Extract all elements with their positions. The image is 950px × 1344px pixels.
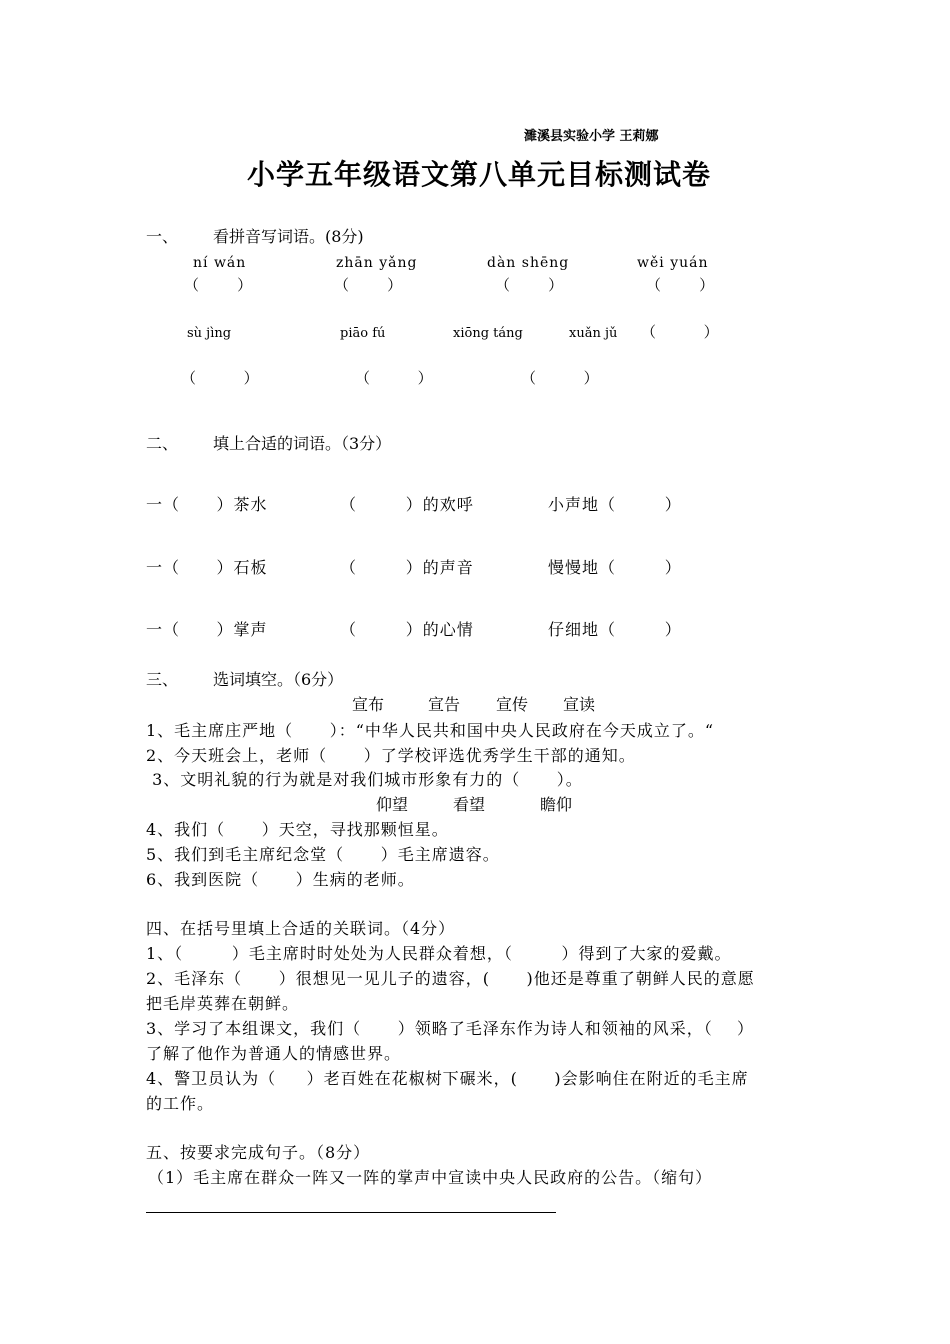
word-option: 宣布 — [352, 695, 385, 714]
question-line: 4、警卫员认为（ ）老百姓在花椒树下碾米，( )会影响住在附近的毛主席 — [146, 1069, 749, 1088]
answer-bracket[interactable]: （ ） — [184, 276, 253, 294]
pinyin-item: wěi yuán — [637, 255, 709, 271]
question-line: 的工作。 — [146, 1094, 215, 1113]
fill-item[interactable]: 一（ ）石板 — [146, 558, 268, 577]
page-title: 小学五年级语文第八单元目标测试卷 — [247, 158, 712, 191]
answer-bracket[interactable]: （ ） — [495, 276, 564, 294]
answer-bracket[interactable]: （ ） — [646, 276, 715, 294]
pinyin-item: sù jìng — [187, 326, 232, 341]
answer-bracket[interactable]: （ ） — [521, 369, 599, 387]
pinyin-item: piāo fú — [340, 326, 386, 341]
question-line: 1、毛主席庄严地（ ）：“中华人民共和国中央人民政府在今天成立了。“ — [146, 721, 715, 740]
fill-item[interactable]: 仔细地（ ） — [548, 620, 682, 639]
question-line: 2、毛泽东（ ）很想见一见儿子的遗容，( )他还是尊重了朝鲜人民的意愿 — [146, 969, 755, 988]
author-line: 濉溪县实验小学 王莉娜 — [524, 129, 659, 144]
word-option: 看望 — [453, 795, 486, 814]
fill-item[interactable]: （ ）的心情 — [340, 620, 474, 639]
fill-item[interactable]: 慢慢地（ ） — [548, 558, 682, 577]
fill-item[interactable]: 一（ ）茶水 — [146, 495, 268, 514]
pinyin-item: zhān yǎng — [336, 255, 418, 271]
question-line: 了解了他作为普通人的情感世界。 — [146, 1044, 402, 1063]
section1-heading: 看拼音写词语。(8分) — [213, 227, 364, 246]
question-line: 4、我们（ ）天空，寻找那颗恒星。 — [146, 820, 449, 839]
fill-item[interactable]: （ ）的声音 — [340, 558, 474, 577]
section2-heading: 填上合适的词语。（3分） — [213, 434, 392, 453]
word-option: 仰望 — [376, 795, 409, 814]
question-line: 3、学习了本组课文，我们（ ）领略了毛泽东作为诗人和领袖的风采，（ ） — [146, 1019, 755, 1038]
answer-bracket[interactable]: （ ） — [334, 276, 403, 294]
pinyin-item: ní wán — [193, 255, 247, 271]
question-line: 1、（ ）毛主席时时处处为人民群众着想，（ ）得到了大家的爱戴。 — [146, 944, 732, 963]
pinyin-item: dàn shēng — [487, 255, 570, 271]
pinyin-item: xuǎn jǔ — [569, 326, 618, 341]
word-option: 宣告 — [428, 695, 461, 714]
section3-heading: 选词填空。（6分） — [213, 670, 344, 689]
question-line: 5、我们到毛主席纪念堂（ ）毛主席遗容。 — [146, 845, 500, 864]
answer-bracket[interactable]: （ ） — [181, 369, 259, 387]
answer-bracket[interactable]: （ ） — [355, 369, 433, 387]
pinyin-item: xiōng táng — [453, 326, 523, 341]
question-line: 3、文明礼貌的行为就是对我们城市形象有力的（ ）。 — [146, 770, 583, 789]
fill-item[interactable]: （ ）的欢呼 — [340, 495, 474, 514]
fill-item[interactable]: 一（ ）掌声 — [146, 620, 268, 639]
section4-heading: 四、在括号里填上合适的关联词。（4分） — [146, 919, 456, 938]
answer-bracket[interactable]: （ ） — [641, 323, 719, 341]
section5-heading: 五、按要求完成句子。（8分） — [146, 1143, 371, 1162]
question-line: 把毛岸英葬在朝鲜。 — [146, 994, 300, 1013]
question-line: （1）毛主席在群众一阵又一阵的掌声中宣读中央人民政府的公告。（缩句） — [148, 1168, 713, 1187]
question-line: 2、今天班会上，老师（ ）了学校评选优秀学生干部的通知。 — [146, 746, 636, 765]
section2-number: 二、 — [146, 434, 179, 453]
section1-number: 一、 — [146, 227, 179, 246]
question-line: 6、我到医院（ ）生病的老师。 — [146, 870, 415, 889]
word-option: 瞻仰 — [540, 795, 573, 814]
word-option: 宣读 — [563, 695, 596, 714]
fill-item[interactable]: 小声地（ ） — [548, 495, 682, 514]
answer-line[interactable] — [146, 1212, 556, 1213]
word-option: 宣传 — [496, 695, 529, 714]
section3-number: 三、 — [146, 670, 179, 689]
